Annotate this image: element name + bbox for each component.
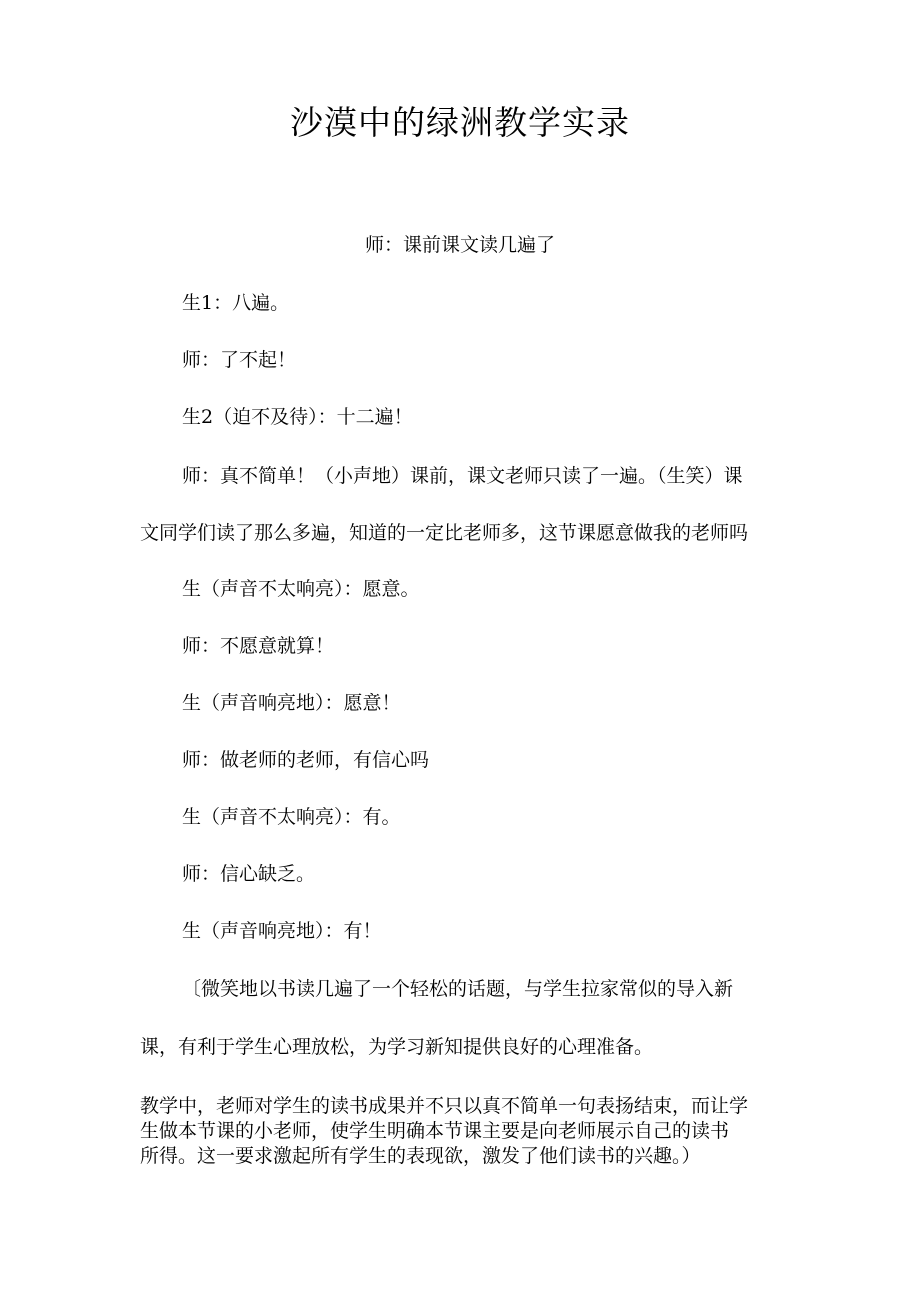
commentary-line: 生做本节课的小老师，使学生明确本节课主要是向老师展示自己的读书: [140, 1120, 730, 1142]
dialogue-line: 师：不愿意就算！: [182, 635, 335, 657]
dialogue-line: 生（声音不太响亮）：愿意。: [182, 578, 420, 600]
dialogue-line: 师：了不起！: [182, 349, 297, 371]
dialogue-line: 师：真不简单！（小声地）课前，课文老师只读了一遍。（生笑）课: [182, 465, 743, 487]
commentary-line-continued: 课，有利于学生心理放松，为学习新知提供良好的心理准备。: [140, 1036, 654, 1058]
commentary-line: 所得。这一要求激起所有学生的表现欲，激发了他们读书的兴趣。）: [140, 1145, 701, 1167]
dialogue-line: 师：信心缺乏。: [182, 863, 316, 885]
dialogue-line: 师：课前课文读几遍了: [364, 234, 555, 256]
document-title: 沙漠中的绿洲教学实录: [290, 103, 630, 142]
commentary-line: 教学中，老师对学生的读书成果并不只以真不简单一句表扬结束，而让学: [140, 1095, 749, 1117]
dialogue-line: 生（声音响亮地）：有！: [182, 920, 382, 942]
dialogue-line: 生2（迫不及待）：十二遍！: [182, 406, 413, 428]
commentary-line: 〔微笑地以书读几遍了一个轻松的话题，与学生拉家常似的导入新: [182, 978, 734, 1000]
dialogue-line: 生（声音响亮地）：愿意！: [182, 692, 401, 714]
dialogue-line: 生1：八遍。: [182, 292, 290, 314]
dialogue-line: 师：做老师的老师，有信心吗: [182, 749, 430, 771]
dialogue-line-continued: 文同学们读了那么多遍，知道的一定比老师多，这节课愿意做我的老师吗: [140, 522, 749, 544]
dialogue-line: 生（声音不太响亮）：有。: [182, 806, 401, 828]
commentary-paragraph: [140, 1094, 780, 1169]
